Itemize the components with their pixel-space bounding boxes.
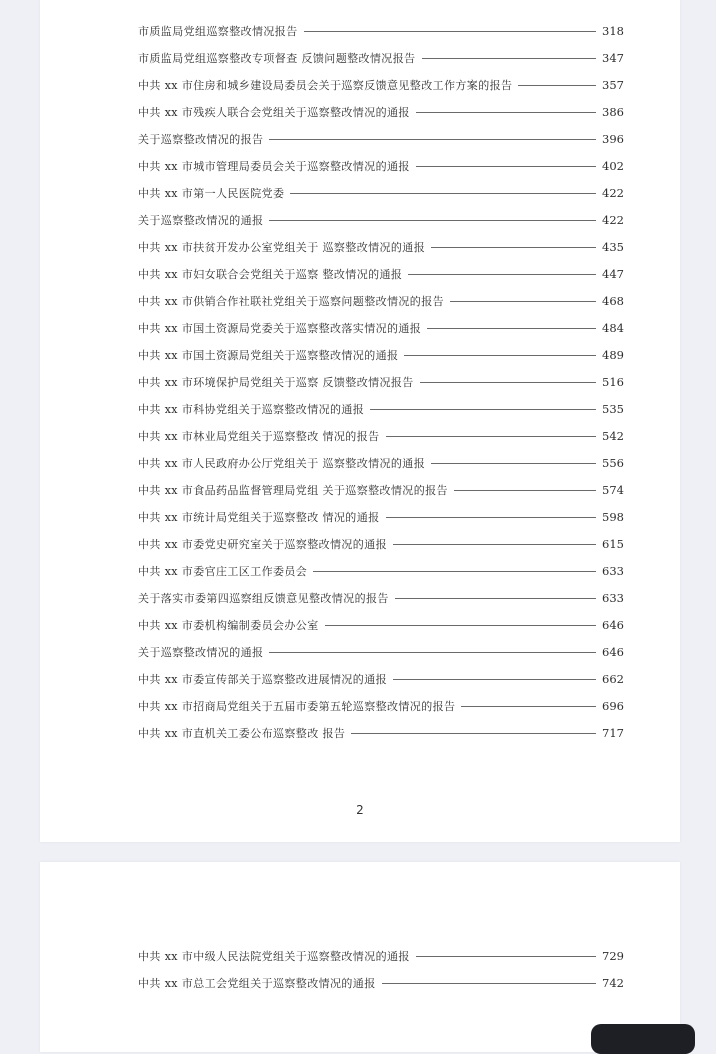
toc-entry-title: 中共 xx 市扶贫开发办公室党组关于 巡察整改情况的通报 xyxy=(138,240,426,254)
toc-entry[interactable] xyxy=(138,476,624,503)
toc-entry[interactable] xyxy=(138,942,624,969)
toc-entry-page: 422 xyxy=(602,185,624,200)
toc-leader-line xyxy=(382,983,596,984)
toc-entry-title: 中共 xx 市国土资源局党组关于巡察整改情况的通报 xyxy=(138,348,399,362)
toc-entry[interactable] xyxy=(138,287,624,314)
toc-entry[interactable] xyxy=(138,260,624,287)
toc-entry-page: 396 xyxy=(602,131,624,146)
toc-entry-page: 646 xyxy=(602,617,624,632)
toc-entry-title: 中共 xx 市国土资源局党委关于巡察整改落实情况的通报 xyxy=(138,321,422,335)
toc-leader-line xyxy=(431,247,596,248)
toc-entry[interactable] xyxy=(138,692,624,719)
toc-entry-title: 中共 xx 市食品药品监督管理局党组 关于巡察整改情况的报告 xyxy=(138,483,448,497)
toc-leader-line xyxy=(427,328,596,329)
toc-entry-page: 468 xyxy=(602,293,624,308)
toc-leader-line xyxy=(386,436,597,437)
toc-entry-title: 市质监局党组巡察整改专项督查 反馈问题整改情况报告 xyxy=(138,51,416,65)
toc-leader-line xyxy=(351,733,596,734)
toc-entry-title: 关于落实市委第四巡察组反馈意见整改情况的报告 xyxy=(138,591,389,605)
toc-leader-line xyxy=(431,463,596,464)
toc-leader-line xyxy=(386,517,597,518)
toc-leader-line xyxy=(393,679,596,680)
toc-leader-line xyxy=(450,301,596,302)
toc-entry-title: 中共 xx 市残疾人联合会党组关于巡察整改情况的通报 xyxy=(138,105,410,119)
toc-entry[interactable] xyxy=(138,665,624,692)
toc-leader-line xyxy=(408,274,596,275)
floating-action-button[interactable] xyxy=(591,1024,695,1054)
toc-entry-title: 中共 xx 市委机构编制委员会办公室 xyxy=(138,618,319,632)
toc-entry-page: 696 xyxy=(602,698,624,713)
toc-entry-title: 中共 xx 市统计局党组关于巡察整改 情况的通报 xyxy=(138,510,380,524)
toc-entry[interactable] xyxy=(138,969,624,996)
toc-entry[interactable] xyxy=(138,179,624,206)
toc-entry-title: 中共 xx 市中级人民法院党组关于巡察整改情况的通报 xyxy=(138,949,410,963)
toc-entry[interactable] xyxy=(138,341,624,368)
toc-entry[interactable] xyxy=(138,503,624,530)
toc-entry-title: 中共 xx 市委宣传部关于巡察整改进展情况的通报 xyxy=(138,672,387,686)
toc-entry-page: 535 xyxy=(602,401,624,416)
toc-leader-line xyxy=(416,112,596,113)
toc-leader-line xyxy=(269,652,596,653)
toc-entry-page: 489 xyxy=(602,347,624,362)
page-number: 2 xyxy=(356,803,364,817)
toc-entry[interactable] xyxy=(138,719,624,746)
toc-leader-line xyxy=(393,544,596,545)
toc-entry-page: 357 xyxy=(602,77,624,92)
toc-leader-line xyxy=(454,490,596,491)
toc-leader-line xyxy=(416,166,596,167)
toc-entry-title: 市质监局党组巡察整改情况报告 xyxy=(138,24,298,38)
toc-entry-page: 633 xyxy=(602,563,624,578)
toc-leader-line xyxy=(290,193,596,194)
toc-entry-page: 729 xyxy=(602,948,624,963)
toc-entry-title: 中共 xx 市委官庄工区工作委员会 xyxy=(138,564,308,578)
toc-entry-title: 中共 xx 市城市管理局委员会关于巡察整改情况的通报 xyxy=(138,159,410,173)
toc-entry[interactable] xyxy=(138,584,624,611)
toc-entry[interactable] xyxy=(138,233,624,260)
toc-entry-title: 中共 xx 市林业局党组关于巡察整改 情况的报告 xyxy=(138,429,380,443)
table-of-contents xyxy=(138,942,624,996)
toc-entry-title: 关于巡察整改情况的通报 xyxy=(138,645,264,659)
toc-leader-line xyxy=(404,355,596,356)
toc-leader-line xyxy=(370,409,596,410)
toc-leader-line xyxy=(461,706,596,707)
toc-entry-page: 318 xyxy=(602,23,624,38)
toc-entry-title: 中共 xx 市供销合作社联社党组关于巡察问题整改情况的报告 xyxy=(138,294,444,308)
toc-entry[interactable] xyxy=(138,206,624,233)
toc-entry-page: 556 xyxy=(602,455,624,470)
toc-entry-page: 574 xyxy=(602,482,624,497)
toc-leader-line xyxy=(416,956,596,957)
toc-entry-page: 347 xyxy=(602,50,624,65)
toc-entry-title: 中共 xx 市总工会党组关于巡察整改情况的通报 xyxy=(138,976,376,990)
table-of-contents xyxy=(138,17,624,746)
toc-entry[interactable] xyxy=(138,98,624,125)
toc-entry-page: 662 xyxy=(602,671,624,686)
toc-entry-page: 633 xyxy=(602,590,624,605)
toc-entry-title: 中共 xx 市妇女联合会党组关于巡察 整改情况的通报 xyxy=(138,267,403,281)
toc-entry-title: 中共 xx 市委党史研究室关于巡察整改情况的通报 xyxy=(138,537,387,551)
toc-entry-page: 386 xyxy=(602,104,624,119)
toc-entry-title: 中共 xx 市科协党组关于巡察整改情况的通报 xyxy=(138,402,365,416)
document-page xyxy=(40,862,680,1052)
toc-entry-page: 402 xyxy=(602,158,624,173)
toc-entry-title: 中共 xx 市住房和城乡建设局委员会关于巡察反馈意见整改工作方案的报告 xyxy=(138,78,513,92)
toc-entry[interactable] xyxy=(138,395,624,422)
toc-entry-page: 717 xyxy=(602,725,624,740)
toc-entry-title: 中共 xx 市第一人民医院党委 xyxy=(138,186,285,200)
toc-leader-line xyxy=(518,85,596,86)
toc-entry-page: 484 xyxy=(602,320,624,335)
toc-entry-page: 422 xyxy=(602,212,624,227)
toc-entry-page: 646 xyxy=(602,644,624,659)
toc-entry[interactable] xyxy=(138,638,624,665)
toc-leader-line xyxy=(304,31,596,32)
toc-leader-line xyxy=(269,139,596,140)
toc-entry[interactable] xyxy=(138,611,624,638)
toc-entry[interactable] xyxy=(138,557,624,584)
toc-entry[interactable] xyxy=(138,530,624,557)
toc-entry-title: 中共 xx 市环境保护局党组关于巡察 反馈整改情况报告 xyxy=(138,375,414,389)
toc-leader-line xyxy=(325,625,596,626)
toc-entry-title: 中共 xx 市人民政府办公厅党组关于 巡察整改情况的通报 xyxy=(138,456,426,470)
toc-entry-title: 中共 xx 市直机关工委公布巡察整改 报告 xyxy=(138,726,346,740)
toc-entry[interactable] xyxy=(138,125,624,152)
toc-entry-title: 关于巡察整改情况的报告 xyxy=(138,132,264,146)
toc-entry-page: 598 xyxy=(602,509,624,524)
toc-entry[interactable] xyxy=(138,44,624,71)
toc-entry[interactable] xyxy=(138,368,624,395)
document-page xyxy=(40,0,680,842)
toc-entry[interactable] xyxy=(138,17,624,44)
toc-leader-line xyxy=(269,220,596,221)
toc-entry[interactable] xyxy=(138,152,624,179)
toc-leader-line xyxy=(395,598,596,599)
toc-entry-page: 447 xyxy=(602,266,624,281)
toc-entry[interactable] xyxy=(138,71,624,98)
toc-entry-page: 516 xyxy=(602,374,624,389)
toc-entry-page: 615 xyxy=(602,536,624,551)
toc-entry-page: 542 xyxy=(602,428,624,443)
toc-entry-page: 742 xyxy=(602,975,624,990)
toc-entry-page: 435 xyxy=(602,239,624,254)
toc-entry-title: 关于巡察整改情况的通报 xyxy=(138,213,264,227)
toc-entry[interactable] xyxy=(138,314,624,341)
toc-leader-line xyxy=(420,382,596,383)
toc-entry[interactable] xyxy=(138,449,624,476)
toc-leader-line xyxy=(313,571,596,572)
toc-entry-title: 中共 xx 市招商局党组关于五届市委第五轮巡察整改情况的报告 xyxy=(138,699,456,713)
toc-leader-line xyxy=(422,58,597,59)
toc-entry[interactable] xyxy=(138,422,624,449)
